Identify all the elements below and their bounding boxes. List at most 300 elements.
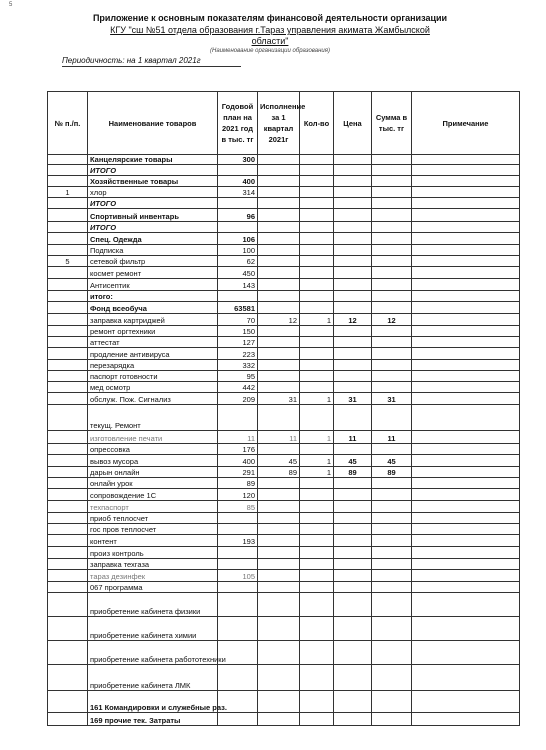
row-plan bbox=[218, 582, 258, 593]
table-row bbox=[48, 256, 520, 267]
row-sum bbox=[372, 176, 412, 187]
row-quantity bbox=[300, 222, 334, 233]
row-price bbox=[334, 489, 372, 501]
table-row bbox=[48, 209, 520, 222]
row-execution bbox=[258, 405, 300, 431]
row-note bbox=[412, 337, 520, 348]
row-sum bbox=[372, 444, 412, 455]
row-quantity bbox=[300, 360, 334, 371]
row-note bbox=[412, 524, 520, 535]
row-name: произ контроль bbox=[88, 547, 218, 559]
row-number bbox=[48, 314, 88, 326]
row-name: контент bbox=[88, 535, 218, 547]
row-execution bbox=[258, 198, 300, 209]
row-sum bbox=[372, 593, 412, 617]
row-execution bbox=[258, 337, 300, 348]
row-name: Фонд всеобуча bbox=[88, 302, 218, 314]
row-number bbox=[48, 478, 88, 489]
row-note bbox=[412, 222, 520, 233]
row-plan: 400 bbox=[218, 455, 258, 467]
row-execution: 89 bbox=[258, 467, 300, 478]
row-quantity bbox=[300, 302, 334, 314]
row-name: космет ремонт bbox=[88, 267, 218, 279]
row-plan bbox=[218, 405, 258, 431]
row-execution: 31 bbox=[258, 393, 300, 405]
row-note bbox=[412, 187, 520, 198]
row-price bbox=[334, 267, 372, 279]
row-price bbox=[334, 570, 372, 582]
row-sum bbox=[372, 665, 412, 691]
row-plan: 209 bbox=[218, 393, 258, 405]
row-number bbox=[48, 393, 88, 405]
row-execution bbox=[258, 176, 300, 187]
table-row bbox=[48, 326, 520, 337]
row-plan: 62 bbox=[218, 256, 258, 267]
row-sum bbox=[372, 198, 412, 209]
row-number bbox=[48, 209, 88, 222]
row-quantity bbox=[300, 444, 334, 455]
row-sum bbox=[372, 489, 412, 501]
table-row bbox=[48, 524, 520, 535]
row-quantity bbox=[300, 209, 334, 222]
row-number bbox=[48, 348, 88, 360]
row-number bbox=[48, 245, 88, 256]
row-name: Антисептик bbox=[88, 279, 218, 291]
row-quantity bbox=[300, 593, 334, 617]
row-plan: 63581 bbox=[218, 302, 258, 314]
row-name: вывоз мусора bbox=[88, 455, 218, 467]
row-sum bbox=[372, 570, 412, 582]
table-row bbox=[48, 547, 520, 559]
table-row bbox=[48, 559, 520, 570]
row-number bbox=[48, 176, 88, 187]
row-plan: 106 bbox=[218, 233, 258, 245]
table-row bbox=[48, 267, 520, 279]
row-price bbox=[334, 478, 372, 489]
table-row bbox=[48, 444, 520, 455]
row-quantity bbox=[300, 559, 334, 570]
table-row bbox=[48, 187, 520, 198]
row-note bbox=[412, 713, 520, 726]
table-row bbox=[48, 467, 520, 478]
row-note bbox=[412, 570, 520, 582]
row-number bbox=[48, 547, 88, 559]
row-note bbox=[412, 155, 520, 165]
row-sum bbox=[372, 559, 412, 570]
row-sum bbox=[372, 209, 412, 222]
row-note bbox=[412, 245, 520, 256]
row-note bbox=[412, 547, 520, 559]
table-row bbox=[48, 455, 520, 467]
row-execution bbox=[258, 582, 300, 593]
row-plan: 150 bbox=[218, 326, 258, 337]
row-number bbox=[48, 570, 88, 582]
row-plan bbox=[218, 713, 258, 726]
table-row bbox=[48, 222, 520, 233]
row-number bbox=[48, 302, 88, 314]
row-number bbox=[48, 371, 88, 382]
row-quantity bbox=[300, 176, 334, 187]
row-price bbox=[334, 187, 372, 198]
row-sum bbox=[372, 535, 412, 547]
row-name: приобретение кабинета химии bbox=[88, 617, 218, 641]
row-quantity bbox=[300, 524, 334, 535]
row-price bbox=[334, 524, 372, 535]
row-plan: 96 bbox=[218, 209, 258, 222]
row-plan bbox=[218, 165, 258, 176]
row-quantity bbox=[300, 691, 334, 713]
table-body bbox=[48, 155, 520, 726]
row-execution bbox=[258, 535, 300, 547]
row-name: ИТОГО bbox=[88, 165, 218, 176]
table-row bbox=[48, 198, 520, 209]
row-execution bbox=[258, 222, 300, 233]
row-sum bbox=[372, 360, 412, 371]
row-number bbox=[48, 489, 88, 501]
row-sum bbox=[372, 617, 412, 641]
row-execution bbox=[258, 617, 300, 641]
row-price bbox=[334, 279, 372, 291]
row-note bbox=[412, 291, 520, 302]
row-quantity bbox=[300, 233, 334, 245]
row-quantity bbox=[300, 165, 334, 176]
row-note bbox=[412, 256, 520, 267]
row-number bbox=[48, 467, 88, 478]
row-price bbox=[334, 501, 372, 513]
row-execution bbox=[258, 513, 300, 524]
row-execution bbox=[258, 559, 300, 570]
row-execution bbox=[258, 326, 300, 337]
row-price bbox=[334, 222, 372, 233]
row-execution bbox=[258, 478, 300, 489]
row-sum bbox=[372, 713, 412, 726]
row-plan bbox=[218, 291, 258, 302]
row-number bbox=[48, 535, 88, 547]
row-quantity bbox=[300, 478, 334, 489]
row-price bbox=[334, 209, 372, 222]
row-number bbox=[48, 165, 88, 176]
row-note bbox=[412, 535, 520, 547]
row-note bbox=[412, 360, 520, 371]
row-sum bbox=[372, 256, 412, 267]
row-name: Канцелярские товары bbox=[88, 155, 218, 165]
row-number bbox=[48, 513, 88, 524]
row-quantity: 1 bbox=[300, 455, 334, 467]
row-plan bbox=[218, 617, 258, 641]
row-plan: 314 bbox=[218, 187, 258, 198]
row-execution bbox=[258, 245, 300, 256]
row-plan: 105 bbox=[218, 570, 258, 582]
organization-caption: (Наименование организации образования) bbox=[210, 48, 330, 54]
row-name: ИТОГО bbox=[88, 198, 218, 209]
row-name: онлайн урок bbox=[88, 478, 218, 489]
table-row bbox=[48, 393, 520, 405]
row-plan: 85 bbox=[218, 501, 258, 513]
row-sum bbox=[372, 547, 412, 559]
row-number bbox=[48, 582, 88, 593]
row-quantity bbox=[300, 198, 334, 209]
row-price bbox=[334, 617, 372, 641]
table-row bbox=[48, 665, 520, 691]
row-note bbox=[412, 405, 520, 431]
row-price bbox=[334, 302, 372, 314]
row-plan bbox=[218, 593, 258, 617]
row-execution bbox=[258, 641, 300, 665]
table-row bbox=[48, 371, 520, 382]
row-note bbox=[412, 371, 520, 382]
row-number bbox=[48, 198, 88, 209]
table-row bbox=[48, 570, 520, 582]
row-note bbox=[412, 431, 520, 444]
row-note bbox=[412, 233, 520, 245]
row-sum bbox=[372, 187, 412, 198]
table-row bbox=[48, 617, 520, 641]
row-plan: 223 bbox=[218, 348, 258, 360]
row-number bbox=[48, 641, 88, 665]
row-number bbox=[48, 233, 88, 245]
row-price bbox=[334, 713, 372, 726]
row-number bbox=[48, 279, 88, 291]
row-plan: 95 bbox=[218, 371, 258, 382]
row-sum bbox=[372, 233, 412, 245]
table-row bbox=[48, 176, 520, 187]
col-header-sum: Сумма в тыс. тг bbox=[372, 92, 412, 155]
row-sum: 31 bbox=[372, 393, 412, 405]
row-number bbox=[48, 155, 88, 165]
row-number bbox=[48, 360, 88, 371]
table-row bbox=[48, 713, 520, 726]
table-row bbox=[48, 165, 520, 176]
row-sum bbox=[372, 582, 412, 593]
row-quantity bbox=[300, 337, 334, 348]
row-note bbox=[412, 478, 520, 489]
col-header-note: Примечание bbox=[412, 92, 520, 155]
row-name: техпаспорт bbox=[88, 501, 218, 513]
row-quantity bbox=[300, 187, 334, 198]
table-row bbox=[48, 382, 520, 393]
row-plan: 11 bbox=[218, 431, 258, 444]
row-name: гос пров теплосчет bbox=[88, 524, 218, 535]
row-price bbox=[334, 382, 372, 393]
row-execution: 45 bbox=[258, 455, 300, 467]
row-price bbox=[334, 155, 372, 165]
row-name: продление антивируса bbox=[88, 348, 218, 360]
row-price bbox=[334, 691, 372, 713]
row-quantity bbox=[300, 326, 334, 337]
row-number bbox=[48, 267, 88, 279]
row-number: 5 bbox=[48, 256, 88, 267]
row-price bbox=[334, 593, 372, 617]
row-name: изготовление печати bbox=[88, 431, 218, 444]
row-price bbox=[334, 360, 372, 371]
row-note bbox=[412, 641, 520, 665]
row-price bbox=[334, 165, 372, 176]
table-row bbox=[48, 431, 520, 444]
goods-table bbox=[47, 91, 520, 726]
row-plan: 442 bbox=[218, 382, 258, 393]
row-note bbox=[412, 302, 520, 314]
table-row bbox=[48, 314, 520, 326]
row-name: перезарядка bbox=[88, 360, 218, 371]
row-quantity bbox=[300, 617, 334, 641]
row-name: хлор bbox=[88, 187, 218, 198]
row-price bbox=[334, 641, 372, 665]
row-quantity: 1 bbox=[300, 314, 334, 326]
row-execution bbox=[258, 348, 300, 360]
row-sum bbox=[372, 302, 412, 314]
organization-name bbox=[60, 25, 480, 47]
row-quantity bbox=[300, 267, 334, 279]
row-name: аттестат bbox=[88, 337, 218, 348]
row-price bbox=[334, 444, 372, 455]
row-name: ремонт оргтехники bbox=[88, 326, 218, 337]
table-row bbox=[48, 337, 520, 348]
row-number bbox=[48, 665, 88, 691]
row-note bbox=[412, 489, 520, 501]
row-name: приобретение кабинета ЛМК bbox=[88, 665, 218, 691]
row-sum bbox=[372, 513, 412, 524]
row-plan: 176 bbox=[218, 444, 258, 455]
col-header-quantity: Кол-во bbox=[300, 92, 334, 155]
row-execution bbox=[258, 501, 300, 513]
row-quantity bbox=[300, 582, 334, 593]
row-plan: 70 bbox=[218, 314, 258, 326]
row-sum bbox=[372, 405, 412, 431]
row-execution bbox=[258, 691, 300, 713]
row-sum bbox=[372, 337, 412, 348]
row-plan: 143 bbox=[218, 279, 258, 291]
row-price: 12 bbox=[334, 314, 372, 326]
row-execution bbox=[258, 233, 300, 245]
row-quantity bbox=[300, 641, 334, 665]
row-note bbox=[412, 559, 520, 570]
row-note bbox=[412, 198, 520, 209]
row-number bbox=[48, 501, 88, 513]
row-sum bbox=[372, 165, 412, 176]
row-note bbox=[412, 348, 520, 360]
row-price: 89 bbox=[334, 467, 372, 478]
row-number bbox=[48, 593, 88, 617]
table-row bbox=[48, 233, 520, 245]
row-price bbox=[334, 256, 372, 267]
row-name: ИТОГО bbox=[88, 222, 218, 233]
row-quantity bbox=[300, 713, 334, 726]
period-line: Периодичность: на 1 квартал 2021г bbox=[62, 56, 241, 67]
row-execution bbox=[258, 489, 300, 501]
row-sum bbox=[372, 524, 412, 535]
row-number bbox=[48, 291, 88, 302]
row-execution bbox=[258, 360, 300, 371]
row-quantity bbox=[300, 501, 334, 513]
row-sum: 11 bbox=[372, 431, 412, 444]
row-price bbox=[334, 535, 372, 547]
row-name: Хозяйственные товары bbox=[88, 176, 218, 187]
row-note bbox=[412, 691, 520, 713]
row-execution bbox=[258, 302, 300, 314]
row-name: паспорт готовности bbox=[88, 371, 218, 382]
row-execution bbox=[258, 209, 300, 222]
row-quantity bbox=[300, 245, 334, 256]
table-row bbox=[48, 478, 520, 489]
row-sum bbox=[372, 222, 412, 233]
row-plan bbox=[218, 665, 258, 691]
row-execution bbox=[258, 187, 300, 198]
row-plan: 89 bbox=[218, 478, 258, 489]
row-name: приоб теплосчет bbox=[88, 513, 218, 524]
row-plan bbox=[218, 222, 258, 233]
row-sum: 12 bbox=[372, 314, 412, 326]
row-name: 169 прочие тек. Затраты bbox=[88, 713, 218, 726]
row-number bbox=[48, 455, 88, 467]
row-quantity bbox=[300, 155, 334, 165]
row-note bbox=[412, 393, 520, 405]
row-sum: 89 bbox=[372, 467, 412, 478]
table-row bbox=[48, 279, 520, 291]
row-name: сетевой фильтр bbox=[88, 256, 218, 267]
organization-line-1: КГУ "сш №51 отдела образования г.Тараз управления акимата Жамбылской bbox=[110, 25, 430, 35]
row-note bbox=[412, 314, 520, 326]
row-name: мед осмотр bbox=[88, 382, 218, 393]
row-number bbox=[48, 382, 88, 393]
row-price bbox=[334, 665, 372, 691]
row-quantity bbox=[300, 547, 334, 559]
row-execution bbox=[258, 547, 300, 559]
row-sum bbox=[372, 641, 412, 665]
row-execution bbox=[258, 371, 300, 382]
page-mark: 5 bbox=[9, 2, 13, 8]
row-plan: 400 bbox=[218, 176, 258, 187]
row-plan: 291 bbox=[218, 467, 258, 478]
row-quantity bbox=[300, 291, 334, 302]
row-number bbox=[48, 524, 88, 535]
row-price bbox=[334, 176, 372, 187]
row-execution bbox=[258, 665, 300, 691]
row-name: приобретение кабинета физики bbox=[88, 593, 218, 617]
row-sum bbox=[372, 691, 412, 713]
table-row bbox=[48, 302, 520, 314]
row-number bbox=[48, 405, 88, 431]
row-price bbox=[334, 582, 372, 593]
row-number bbox=[48, 713, 88, 726]
row-price bbox=[334, 559, 372, 570]
row-price bbox=[334, 371, 372, 382]
row-price bbox=[334, 198, 372, 209]
row-quantity bbox=[300, 382, 334, 393]
row-name: опрессовка bbox=[88, 444, 218, 455]
row-price: 45 bbox=[334, 455, 372, 467]
row-price bbox=[334, 337, 372, 348]
row-quantity bbox=[300, 405, 334, 431]
table-row bbox=[48, 513, 520, 524]
row-name: 161 Командировки и служебные раз. bbox=[88, 691, 218, 713]
row-price: 31 bbox=[334, 393, 372, 405]
row-execution: 11 bbox=[258, 431, 300, 444]
row-sum bbox=[372, 478, 412, 489]
row-number bbox=[48, 691, 88, 713]
row-plan bbox=[218, 198, 258, 209]
row-name: дарын онлайн bbox=[88, 467, 218, 478]
row-plan bbox=[218, 513, 258, 524]
row-name: Спец. Одежда bbox=[88, 233, 218, 245]
table-row bbox=[48, 291, 520, 302]
row-plan: 193 bbox=[218, 535, 258, 547]
row-execution bbox=[258, 593, 300, 617]
row-number bbox=[48, 444, 88, 455]
row-plan: 127 bbox=[218, 337, 258, 348]
row-name: сопровождение 1С bbox=[88, 489, 218, 501]
table-row bbox=[48, 691, 520, 713]
row-sum bbox=[372, 267, 412, 279]
